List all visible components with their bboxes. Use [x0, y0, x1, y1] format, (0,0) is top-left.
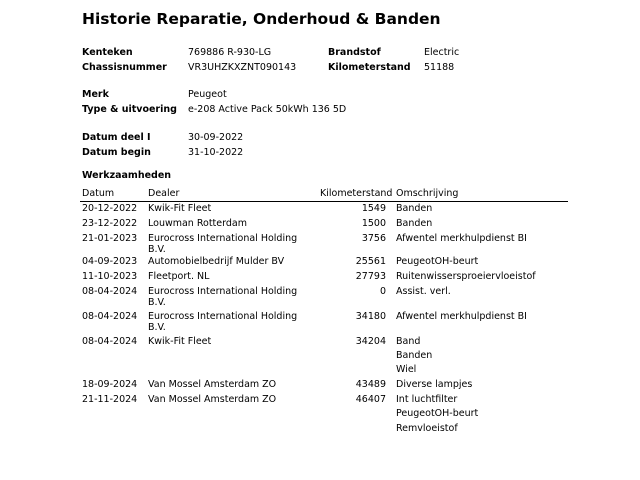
cell-date: 20-12-2022	[82, 203, 138, 214]
cell-desc: Band	[396, 336, 421, 347]
chassis-value: VR3UHZKXZNT090143	[188, 62, 297, 73]
datum-begin-label: Datum begin	[82, 147, 151, 158]
cell-date: 11-10-2023	[82, 271, 138, 282]
cell-date: 08-04-2024	[82, 311, 138, 322]
cell-km: 27793	[355, 271, 386, 282]
chassis-label: Chassisnummer	[82, 62, 167, 73]
cell-desc-extra: Remvloeistof	[396, 423, 458, 434]
type-label: Type & uitvoering	[82, 104, 177, 115]
cell-dealer: Eurocross International Holding B.V.	[148, 311, 298, 333]
werkzaamheden-heading: Werkzaamheden	[82, 170, 172, 181]
cell-dealer: Eurocross International Holding B.V.	[148, 286, 298, 308]
cell-desc: Assist. verl.	[396, 286, 451, 297]
kenteken-value: 769886 R-930-LG	[188, 47, 272, 58]
cell-desc: PeugeotOH-beurt	[396, 256, 479, 267]
cell-km: 34204	[355, 336, 386, 347]
datum-begin-value: 31-10-2022	[188, 147, 244, 158]
cell-km: 0	[379, 286, 386, 297]
table-header	[80, 188, 568, 202]
cell-date: 04-09-2023	[82, 256, 138, 267]
cell-desc-extra: Banden	[396, 350, 433, 361]
cell-km: 25561	[355, 256, 386, 267]
cell-date: 18-09-2024	[82, 379, 138, 390]
cell-desc: Banden	[396, 218, 433, 229]
header-datum: Datum	[82, 188, 115, 199]
cell-km: 43489	[355, 379, 386, 390]
header-omschrijving: Omschrijving	[396, 188, 459, 199]
cell-desc: Diverse lampjes	[396, 379, 473, 390]
brandstof-value: Electric	[424, 47, 460, 58]
cell-date: 08-04-2024	[82, 286, 138, 297]
cell-desc: Ruitenwissersproeiervloeistof	[396, 271, 536, 282]
cell-date: 21-11-2024	[82, 394, 138, 405]
cell-dealer: Automobielbedrijf Mulder BV	[148, 256, 285, 267]
type-value: e-208 Active Pack 50kWh 136 5D	[188, 104, 347, 115]
cell-km: 3756	[361, 233, 386, 244]
cell-date: 23-12-2022	[82, 218, 138, 229]
header-dealer: Dealer	[148, 188, 180, 199]
cell-km: 1500	[361, 218, 386, 229]
header-kilometerstand: Kilometerstand	[320, 188, 393, 199]
kilometerstand-label: Kilometerstand	[328, 62, 411, 73]
cell-desc-extra: PeugeotOH-beurt	[396, 408, 479, 419]
datum-deel1-label: Datum deel I	[82, 132, 151, 143]
cell-dealer: Van Mossel Amsterdam ZO	[148, 394, 277, 405]
cell-dealer: Kwik-Fit Fleet	[148, 336, 212, 347]
cell-km: 46407	[355, 394, 386, 405]
cell-km: 34180	[355, 311, 386, 322]
kenteken-label: Kenteken	[82, 47, 133, 58]
cell-desc: Afwentel merkhulpdienst BI	[396, 311, 527, 322]
cell-dealer: Louwman Rotterdam	[148, 218, 247, 229]
cell-desc: Int luchtfilter	[396, 394, 458, 405]
cell-km: 1549	[361, 203, 386, 214]
cell-dealer: Fleetport. NL	[148, 271, 210, 282]
cell-dealer: Kwik-Fit Fleet	[148, 203, 212, 214]
cell-desc: Afwentel merkhulpdienst BI	[396, 233, 527, 244]
merk-label: Merk	[82, 89, 109, 100]
page-title: Historie Reparatie, Onderhoud & Banden	[82, 10, 441, 28]
cell-desc-extra: Wiel	[396, 364, 417, 375]
cell-desc: Banden	[396, 203, 433, 214]
brandstof-label: Brandstof	[328, 47, 381, 58]
cell-dealer: Van Mossel Amsterdam ZO	[148, 379, 277, 390]
cell-date: 21-01-2023	[82, 233, 138, 244]
merk-value: Peugeot	[188, 89, 227, 100]
datum-deel1-value: 30-09-2022	[188, 132, 244, 143]
cell-dealer: Eurocross International Holding B.V.	[148, 233, 298, 255]
cell-date: 08-04-2024	[82, 336, 138, 347]
kilometerstand-value: 51188	[424, 62, 455, 73]
